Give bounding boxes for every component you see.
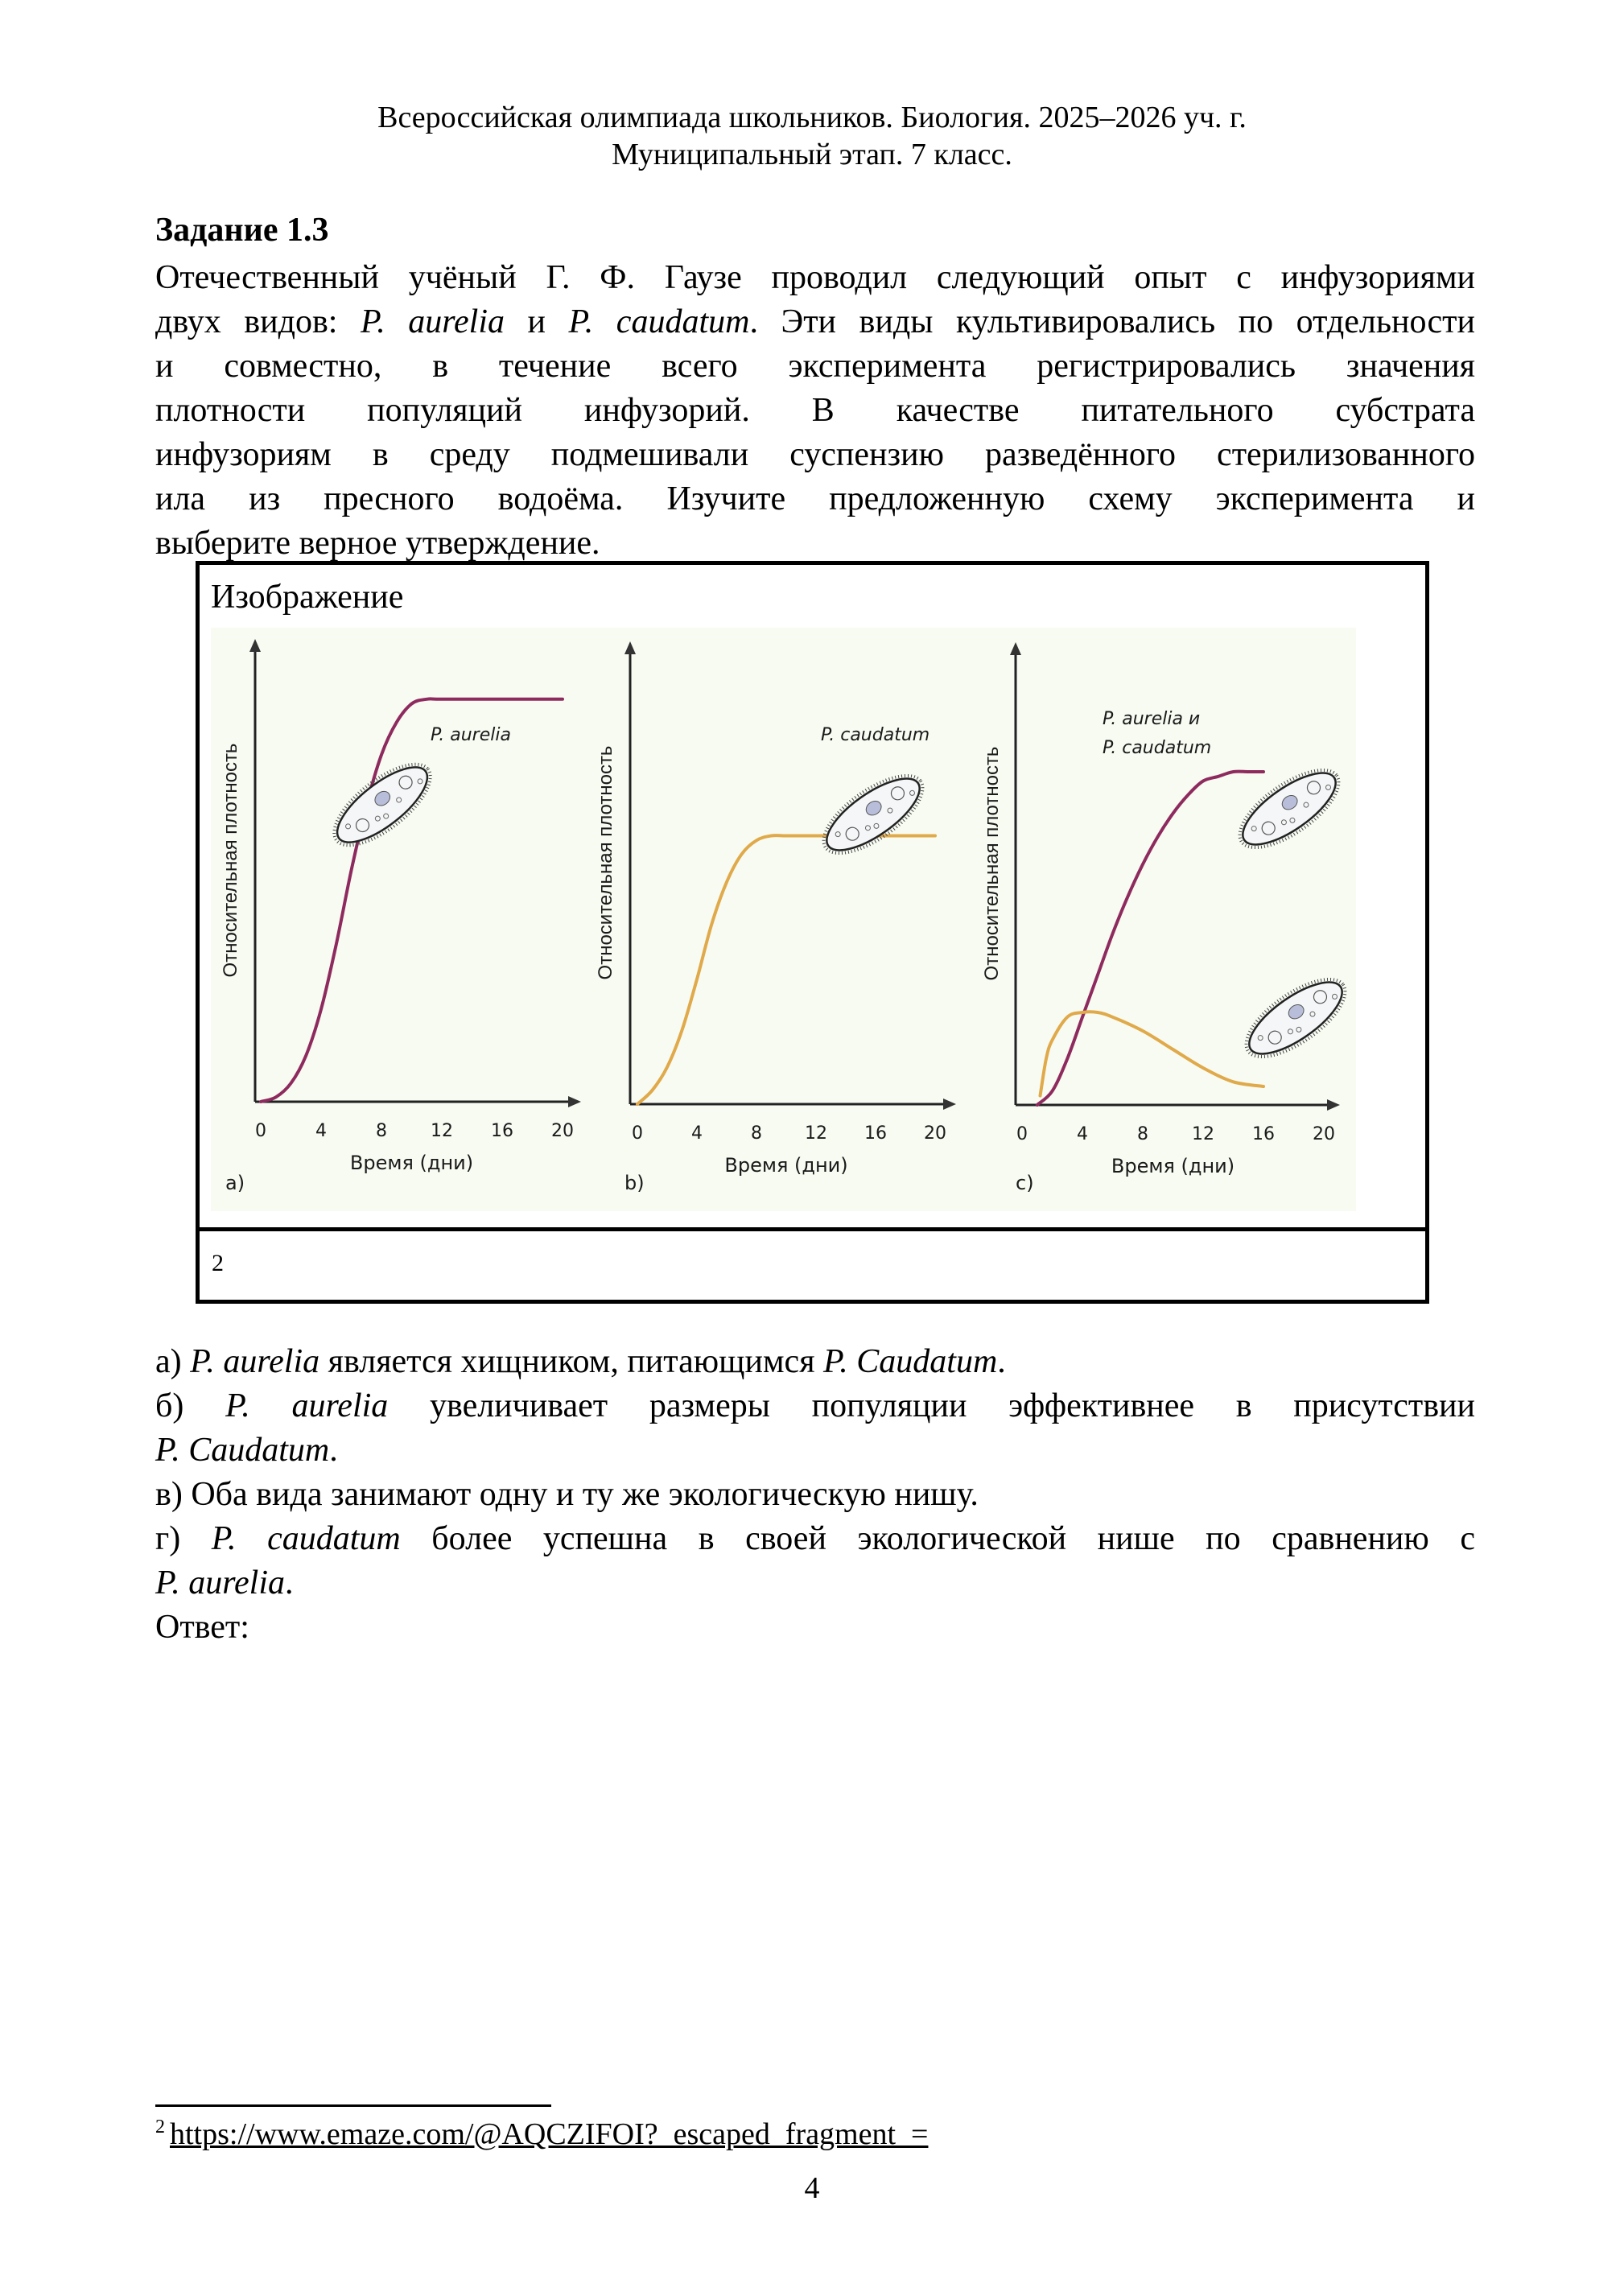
x-tick-label: 16 xyxy=(864,1123,887,1144)
x-tick-label: 12 xyxy=(431,1121,453,1141)
series-label: P. caudatum xyxy=(1103,738,1212,758)
series-label: P. aurelia и xyxy=(1103,709,1201,729)
species-name: P. caudatum xyxy=(568,303,750,340)
series-label: P. caudatum xyxy=(821,725,930,745)
y-axis-label: Относительная плотность xyxy=(981,746,1003,981)
y-axis-label: Относительная плотность xyxy=(595,745,616,980)
task-intro-line: и совместно, в течение всего эксперимента регистрировались значения xyxy=(155,348,1475,385)
figure-footnote-ref: 2 xyxy=(212,1250,224,1276)
species-name: P. aurelia xyxy=(225,1387,389,1424)
x-axis-label: Время (дни) xyxy=(349,1152,474,1174)
x-tick-label: 8 xyxy=(376,1121,387,1141)
x-tick-label: 12 xyxy=(1192,1124,1214,1144)
x-tick-label: 16 xyxy=(491,1121,513,1141)
species-name: P. aurelia xyxy=(360,303,505,340)
species-name: P. Caudatum xyxy=(155,1432,330,1469)
x-tick-label: 0 xyxy=(1016,1124,1028,1144)
species-name: P. Caudatum xyxy=(823,1343,998,1380)
x-tick-label: 4 xyxy=(691,1123,703,1144)
x-tick-label: 20 xyxy=(924,1123,946,1144)
panel-label: c) xyxy=(1016,1172,1034,1194)
x-tick-label: 0 xyxy=(632,1123,643,1144)
answer-label: Ответ: xyxy=(155,1609,249,1646)
x-tick-label: 20 xyxy=(1313,1124,1335,1144)
footnote-link[interactable]: https://www.emaze.com/@AQCZIFOI?_escaped_fragment_= xyxy=(170,2117,929,2151)
x-tick-label: 4 xyxy=(1077,1124,1088,1144)
footnote-rule xyxy=(155,2104,551,2107)
species-name: P. caudatum xyxy=(211,1520,401,1557)
footnote-number: 2 xyxy=(155,2117,165,2137)
x-tick-label: 8 xyxy=(751,1123,762,1144)
task-title: Задание 1.3 xyxy=(155,212,329,249)
x-tick-label: 0 xyxy=(255,1121,266,1141)
task-intro-line: двух видов: P. aurelia и P. caudatum. Эти виды культивировались по отдельности xyxy=(155,303,1475,340)
figure-frame xyxy=(196,561,1429,1304)
panel-label: a) xyxy=(225,1172,245,1194)
page-number: 4 xyxy=(804,2171,820,2205)
x-tick-label: 20 xyxy=(551,1121,574,1141)
x-axis-label: Время (дни) xyxy=(724,1154,848,1177)
task-intro-line: выберите верное утверждение. xyxy=(155,525,600,562)
task-intro-line: инфузориям в среду подмешивали суспензию разведённого стерилизованного xyxy=(155,436,1475,473)
panel-label: b) xyxy=(624,1172,645,1194)
option-1-line: P. Caudatum. xyxy=(155,1432,338,1469)
figure-caption: Изображение xyxy=(211,579,404,616)
x-tick-label: 8 xyxy=(1137,1124,1148,1144)
header-line-2: Муниципальный этап. 7 класс. xyxy=(612,138,1012,171)
option-3-line: г) P. caudatum более успешна в своей экологической нише по сравнению с xyxy=(155,1520,1475,1557)
species-name: P. aurelia xyxy=(190,1343,320,1380)
x-axis-label: Время (дни) xyxy=(1111,1155,1235,1177)
x-tick-label: 4 xyxy=(315,1121,327,1141)
option-1-line: б) P. aurelia увеличивает размеры популяции эффективнее в присутствии xyxy=(155,1387,1475,1424)
task-intro-line: ила из пресного водоёма. Изучите предложенную схему эксперимента и xyxy=(155,480,1475,517)
header-line-1: Всероссийская олимпиада школьников. Биология. 2025–2026 уч. г. xyxy=(377,101,1247,134)
option-0-line: а) P. aurelia является хищником, питающимся P. Caudatum. xyxy=(155,1343,1006,1380)
task-intro-line: плотности популяций инфузорий. В качестве питательного субстрата xyxy=(155,392,1475,429)
figure-frame-divider xyxy=(196,1227,1429,1231)
task-intro xyxy=(155,256,1475,566)
answer-options xyxy=(155,1340,1475,1650)
x-tick-label: 16 xyxy=(1252,1124,1275,1144)
option-3-line: P. aurelia. xyxy=(155,1564,294,1601)
option-2-line: в) Оба вида занимают одну и ту же экологическую нишу. xyxy=(155,1476,979,1513)
task-intro-line: Отечественный учёный Г. Ф. Гаузе проводил следующий опыт с инфузориями xyxy=(155,259,1475,296)
x-tick-label: 12 xyxy=(805,1123,827,1144)
footnote xyxy=(155,2117,928,2152)
y-axis-label: Относительная плотность xyxy=(220,743,241,978)
series-label: P. aurelia xyxy=(431,725,511,745)
species-name: P. aurelia xyxy=(155,1564,286,1601)
